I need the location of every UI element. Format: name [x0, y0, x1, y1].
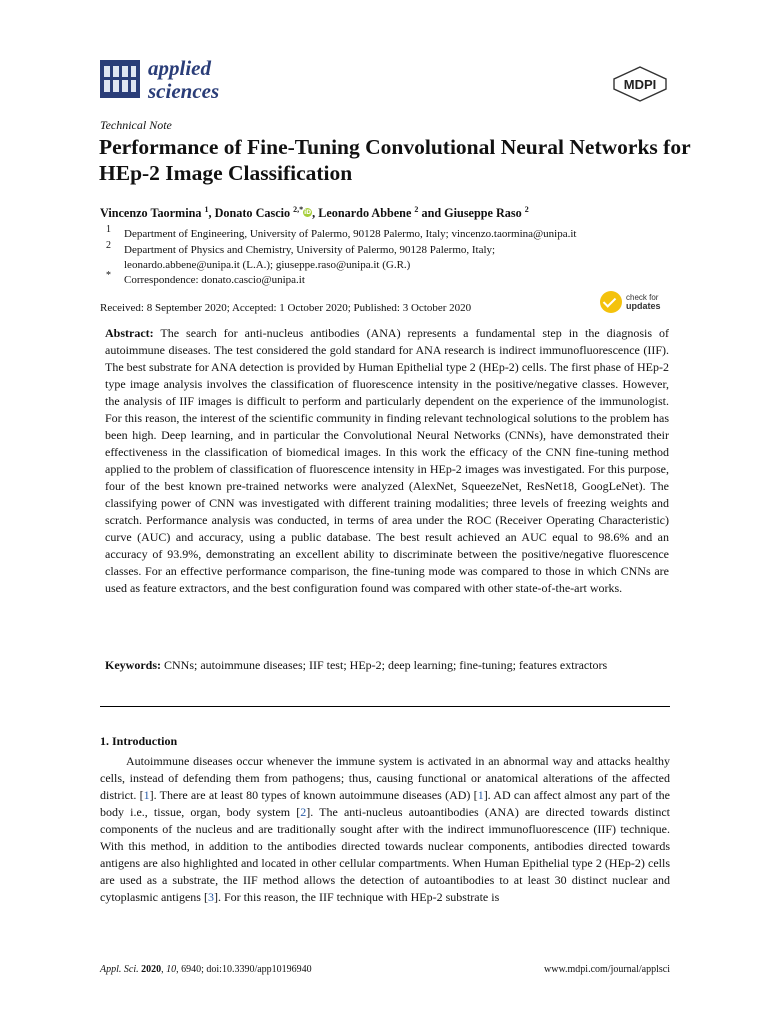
check-updates-label: updates	[626, 301, 661, 311]
author-affiliation-mark: 2	[414, 205, 419, 214]
reference-link[interactable]: 2	[300, 805, 307, 819]
affiliation-mark: 2	[106, 240, 111, 251]
reference-link[interactable]: 3	[207, 890, 214, 904]
journal-abbrev: Appl. Sci.	[100, 964, 139, 975]
section-heading: 1. Introduction	[100, 734, 178, 748]
orcid-icon[interactable]: iD	[304, 209, 312, 217]
abstract-text: The search for anti-nucleus antibodies (ANA) represents a fundamental step in the diagnosis of autoimmune diseases. The test considered the gold standard for ANA research is indirect immunofluorescence (IIF). The best substrate for ANA detection is provided by Human Epithelial type 2 (HEp-2) cells. The first phase of HEp-2 type image analysis involves the classification of fluorescence intensity in the positive/negative classes. However, the analysis of IIF images is difficult to perform and particularly dependent on the experience of the immunologist. For this reason, the interest of the scientific community in finding relevant technological solutions to the problem has been high. Deep learning, and in particular the Convolutional Neural Networks (CNNs), have demonstrated their effectiveness in the classification of biomedical images. In this work the efficacy of the CNN fine-tuning method applied to the problem of classification of fluorescence intensity in HEp-2 images was investigated. For this purpose, four of the best known pre-trained networks were analyzed (AlexNet, SqueezeNet, ResNet18, GoogLeNet). The classifying power of CNN was investigated with different training modalities; three levels of freezing weights and scratch. Performance analysis was conducted, in terms of area under the ROC (Receiver Operating Characteristic) curve (AUC) and accuracy, using a public database. The best result achieved an AUC equal to 98.6% and an accuracy of 93.9%, demonstrating an excellent ability to discriminate between the positive/negative fluorescence classes. For an effective performance comparison, the fine-tuning mode was compared to those in which CNNs are used as feature extractors, and the best configuration found was compared with other state-of-the-art works.	[105, 326, 669, 595]
paragraph-text: Autoimmune diseases occur whenever the immune system is activated in an abnormal way and attacks healthy cells, instead of defending them from pathogens; thus, causing functional or anatomical alterations of the affected district. [	[100, 754, 670, 802]
volume: 10	[166, 964, 177, 975]
doi: , 6940; doi:10.3390/app10196940	[176, 964, 312, 975]
section-divider	[100, 706, 670, 707]
check-updates-icon	[600, 291, 622, 313]
abstract-label: Abstract:	[105, 326, 154, 340]
reference-link[interactable]: 1	[143, 788, 150, 802]
introduction-paragraph	[100, 753, 670, 906]
journal-name-line2: sciences	[148, 79, 220, 103]
author-name: Donato Cascio	[214, 206, 291, 221]
author-separator: ,	[312, 206, 319, 221]
author-name: Giuseppe Raso	[444, 206, 522, 221]
article-type: Technical Note	[100, 118, 172, 132]
journal-logo-icon	[100, 60, 140, 98]
author-separator: ,	[208, 206, 215, 221]
keywords	[105, 657, 669, 674]
correspondence-line: Correspondence: donato.cascio@unipa.it	[124, 274, 305, 286]
paper-title: Performance of Fine-Tuning Convolutional Neural Networks for HEp-2 Image Classification	[99, 135, 691, 185]
author-separator: and	[418, 206, 445, 221]
mdpi-logo-icon	[612, 66, 668, 102]
publisher-name: MDPI	[623, 77, 657, 92]
affiliation-mark: 1	[106, 224, 111, 235]
keywords-label: Keywords:	[105, 658, 161, 672]
affiliation-line: leonardo.abbene@unipa.it (L.A.); giuseppe.raso@unipa.it (G.R.)	[124, 259, 411, 271]
author-affiliation-mark: 2,*	[293, 205, 304, 214]
reference-link[interactable]: 1	[477, 788, 484, 802]
keywords-text: CNNs; autoimmune diseases; IIF test; HEp-2; deep learning; fine-tuning; features extractors	[164, 658, 608, 672]
pub-year: 2020	[141, 964, 162, 975]
paragraph-text: ]. For this reason, the IIF technique with HEp-2 substrate is	[213, 890, 500, 904]
journal-name-line1: applied	[148, 56, 211, 80]
author-list	[100, 205, 529, 221]
check-for-updates-button[interactable]	[600, 291, 670, 317]
affiliation-line: Department of Engineering, University of Palermo, 90128 Palermo, Italy; vincenzo.taormina@unipa.it	[124, 228, 577, 240]
publication-dates: Received: 8 September 2020; Accepted: 1 October 2020; Published: 3 October 2020	[100, 302, 472, 314]
author-name: Vincenzo Taormina	[100, 206, 202, 221]
paragraph-text: ]. There are at least 80 types of known autoimmune diseases (AD) [	[149, 788, 478, 802]
footer-citation: Appl. Sci. 2020, 10, 6940; doi:10.3390/app10196940	[100, 964, 312, 975]
affiliation-mark: *	[106, 270, 111, 281]
affiliation-line: Department of Physics and Chemistry, University of Palermo, 90128 Palermo, Italy;	[124, 244, 496, 256]
journal-url-link[interactable]: www.mdpi.com/journal/applsci	[544, 964, 670, 975]
author-name: Leonardo Abbene	[318, 206, 412, 221]
abstract	[105, 325, 669, 597]
paragraph-text: ]. The anti-nucleus autoantibodies (ANA) are directed towards distinct components of the nucleus and are traditionally sought after with the indirect immunofluorescence (IIF) technique. With this method, in addition to the antibodies directed towards nuclear components, antibodies directed towards antigens are also highlighted and located in other cellular compartments. When Human Epithelial type 2 (HEp-2) cells are used as a substrate, the IIF method allows the detection of autoantibodies to at least 30 distinct nuclear and cytoplasmic antigens [	[100, 805, 671, 904]
check-updates-label: check for	[626, 293, 659, 302]
paragraph-text: ]. AD can affect almost any part of the body i.e., tissue, organ, body system [	[100, 788, 670, 819]
author-affiliation-mark: 1	[204, 205, 209, 214]
author-affiliation-mark: 2	[524, 205, 529, 214]
